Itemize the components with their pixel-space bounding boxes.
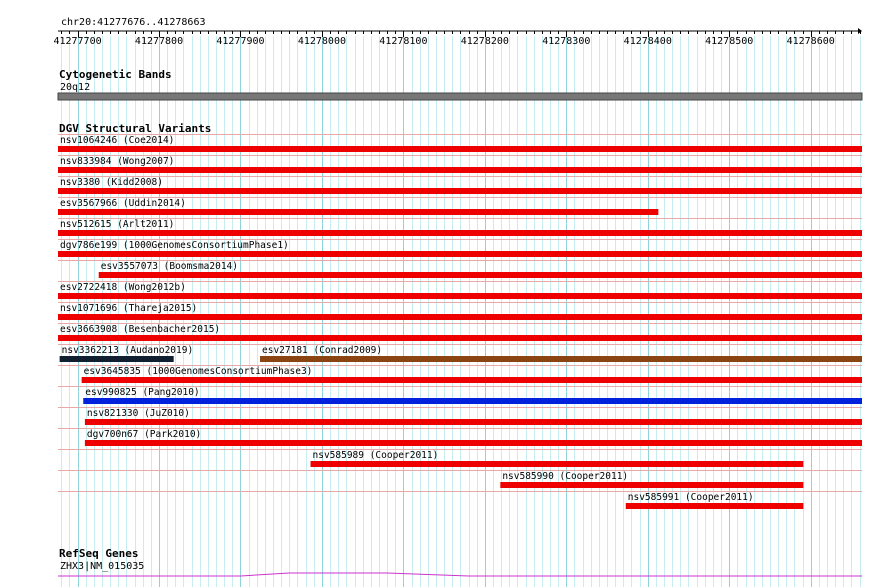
dgv-feature[interactable] [500,471,803,488]
feature-label: nsv512615 (Arlt2011) [60,219,175,230]
cytogenetic-track-title: Cytogenetic Bands [59,68,172,81]
feature-label: nsv585991 (Cooper2011) [627,492,754,503]
ruler-tick-label: 41278500 [705,36,754,47]
ruler-tick-label: 41278300 [542,36,591,47]
cytoband-bar[interactable] [58,93,862,100]
dgv-feature[interactable] [58,198,658,215]
dgv-feature[interactable] [85,408,862,425]
feature-bar[interactable] [58,230,862,236]
dgv-feature[interactable] [85,429,862,446]
dgv-feature[interactable] [82,366,862,383]
feature-bar[interactable] [58,251,862,257]
feature-bar[interactable] [311,461,804,467]
feature-label: esv27181 (Conrad2009) [262,345,383,356]
feature-label: nsv1064246 (Coe2014) [60,135,175,146]
feature-label: nsv585990 (Cooper2011) [502,471,629,482]
feature-bar[interactable] [85,419,862,425]
feature-label: dgv700n67 (Park2010) [86,429,202,440]
feature-bar[interactable] [58,293,862,299]
feature-bar[interactable] [58,335,862,341]
feature-label: nsv821330 (JuZ010) [86,408,190,419]
refseq-track-title: RefSeq Genes [59,547,139,560]
feature-label: esv3557073 (Boomsma2014) [100,261,239,272]
feature-bar[interactable] [83,398,862,404]
feature-label: nsv3362213 (Audano2019) [61,345,194,356]
ruler[interactable] [53,17,862,47]
gene-label: ZHX3|NM_015035 [60,561,145,572]
feature-bar[interactable] [99,272,862,278]
dgv-feature[interactable] [60,345,194,362]
ruler-tick-label: 41278100 [379,36,428,47]
feature-label: nsv833984 (Wong2007) [60,156,175,167]
ruler-tick-label: 41277800 [134,36,184,47]
feature-bar[interactable] [58,167,862,173]
feature-label: nsv585989 (Cooper2011) [312,450,439,461]
feature-bar[interactable] [82,377,862,383]
ruler-tick-label: 41277900 [216,36,265,47]
dgv-feature[interactable] [626,492,804,509]
feature-bar[interactable] [626,503,804,509]
dgv-feature[interactable] [260,345,862,362]
dgv-track-title: DGV Structural Variants [59,122,212,135]
feature-label: esv2722418 (Wong2012b) [60,282,186,293]
feature-label: nsv1071696 (Thareja2015) [60,303,198,314]
feature-bar[interactable] [500,482,803,488]
feature-label: esv990825 (Pang2010) [85,387,200,398]
feature-bar[interactable] [58,146,862,152]
ruler-tick-label: 41278600 [786,36,835,47]
ruler-tick-label: 41277700 [53,36,102,47]
feature-label: esv3567966 (Uddin2014) [60,198,186,209]
dgv-feature[interactable] [99,261,862,278]
feature-label: esv3645835 (1000GenomesConsortiumPhase3) [83,366,313,377]
feature-bar[interactable] [85,440,862,446]
ruler-ticks [53,31,860,47]
ruler-tick-label: 41278000 [297,36,347,47]
feature-label: esv3663908 (Besenbacher2015) [60,324,221,335]
feature-bar[interactable] [58,209,658,215]
feature-bar[interactable] [60,356,174,362]
feature-label: dgv786e199 (1000GenomesConsortiumPhase1) [60,240,289,251]
feature-bar[interactable] [58,188,862,194]
ruler-tick-label: 41278200 [460,36,509,47]
band-label: 20q12 [60,82,91,93]
ruler-tick-label: 41278400 [623,36,672,47]
feature-bar[interactable] [260,356,862,362]
position-label: chr20:41277676..41278663 [61,17,206,28]
feature-bar[interactable] [58,314,862,320]
feature-label: nsv3380 (Kidd2008) [60,177,163,188]
